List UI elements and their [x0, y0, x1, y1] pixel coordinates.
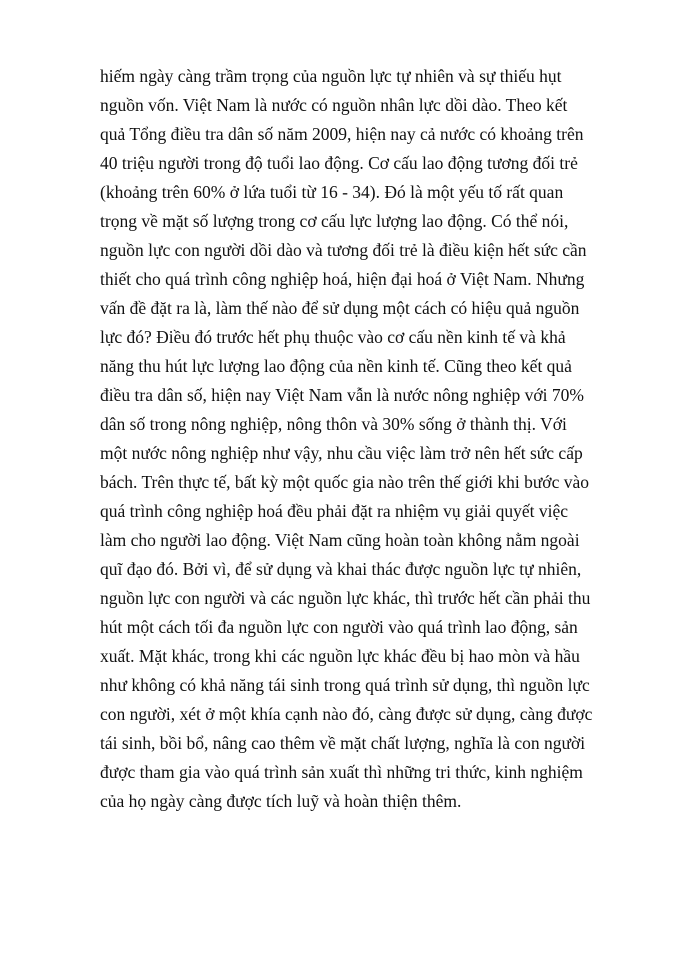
text-line-24: tái sinh, bồi bổ, nâng cao thêm về mặt chất lượng, nghĩa là con người [100, 733, 586, 753]
text-line-2: nguồn vốn. Việt Nam là nước có nguồn nhân lực dồi dào. Theo kết [100, 95, 568, 115]
text-line-7: nguồn lực con người dồi dào và tương đối trẻ là điều kiện hết sức cần [100, 240, 587, 260]
text-line-1: hiếm ngày càng trầm trọng của nguồn lực tự nhiên và sự thiếu hụt [100, 66, 562, 86]
text-line-20: hút một cách tối đa nguồn lực con người vào quá trình lao động, sản [100, 617, 578, 637]
text-line-9: vấn đề đặt ra là, làm thế nào để sử dụng một cách có hiệu quả nguồn [100, 298, 580, 318]
body-paragraph [100, 62, 620, 816]
text-line-5: (khoảng trên 60% ở lứa tuổi từ 16 - 34). Đó là một yếu tố rất quan [100, 182, 564, 202]
text-line-14: một nước nông nghiệp như vậy, nhu cầu việc làm trở nên hết sức cấp [100, 443, 583, 463]
text-line-26: của họ ngày càng được tích luỹ và hoàn thiện thêm. [100, 791, 462, 811]
text-line-25: được tham gia vào quá trình sản xuất thì những tri thức, kinh nghiệm [100, 762, 583, 782]
text-line-6: trọng về mặt số lượng trong cơ cấu lực lượng lao động. Có thể nói, [100, 211, 569, 231]
text-line-3: quả Tổng điều tra dân số năm 2009, hiện nay cả nước có khoảng trên [100, 124, 584, 144]
text-line-12: điều tra dân số, hiện nay Việt Nam vẫn là nước nông nghiệp với 70% [100, 385, 584, 405]
text-line-23: con người, xét ở một khía cạnh nào đó, càng được sử dụng, càng được [100, 704, 593, 724]
text-line-15: bách. Trên thực tế, bất kỳ một quốc gia nào trên thế giới khi bước vào [100, 472, 589, 492]
text-line-8: thiết cho quá trình công nghiệp hoá, hiện đại hoá ở Việt Nam. Nhưng [100, 269, 585, 289]
text-line-13: dân số trong nông nghiệp, nông thôn và 30% sống ở thành thị. Với [100, 414, 567, 434]
text-line-10: lực đó? Điều đó trước hết phụ thuộc vào cơ cấu nền kinh tế và khả [100, 327, 566, 347]
text-line-11: năng thu hút lực lượng lao động của nền kinh tế. Cũng theo kết quả [100, 356, 572, 376]
text-line-21: xuất. Mặt khác, trong khi các nguồn lực khác đều bị hao mòn và hầu [100, 646, 580, 666]
text-line-17: làm cho người lao động. Việt Nam cũng hoàn toàn không nằm ngoài [100, 530, 580, 550]
text-line-16: quá trình công nghiệp hoá đều phải đặt ra nhiệm vụ giải quyết việc [100, 501, 568, 521]
text-line-18: quĩ đạo đó. Bởi vì, để sử dụng và khai thác được nguồn lực tự nhiên, [100, 559, 582, 579]
text-line-19: nguồn lực con người và các nguồn lực khác, thì trước hết cần phải thu [100, 588, 591, 608]
text-line-4: 40 triệu người trong độ tuổi lao động. Cơ cấu lao động tương đối trẻ [100, 153, 578, 173]
text-line-22: như không có khả năng tái sinh trong quá trình sử dụng, thì nguồn lực [100, 675, 590, 695]
